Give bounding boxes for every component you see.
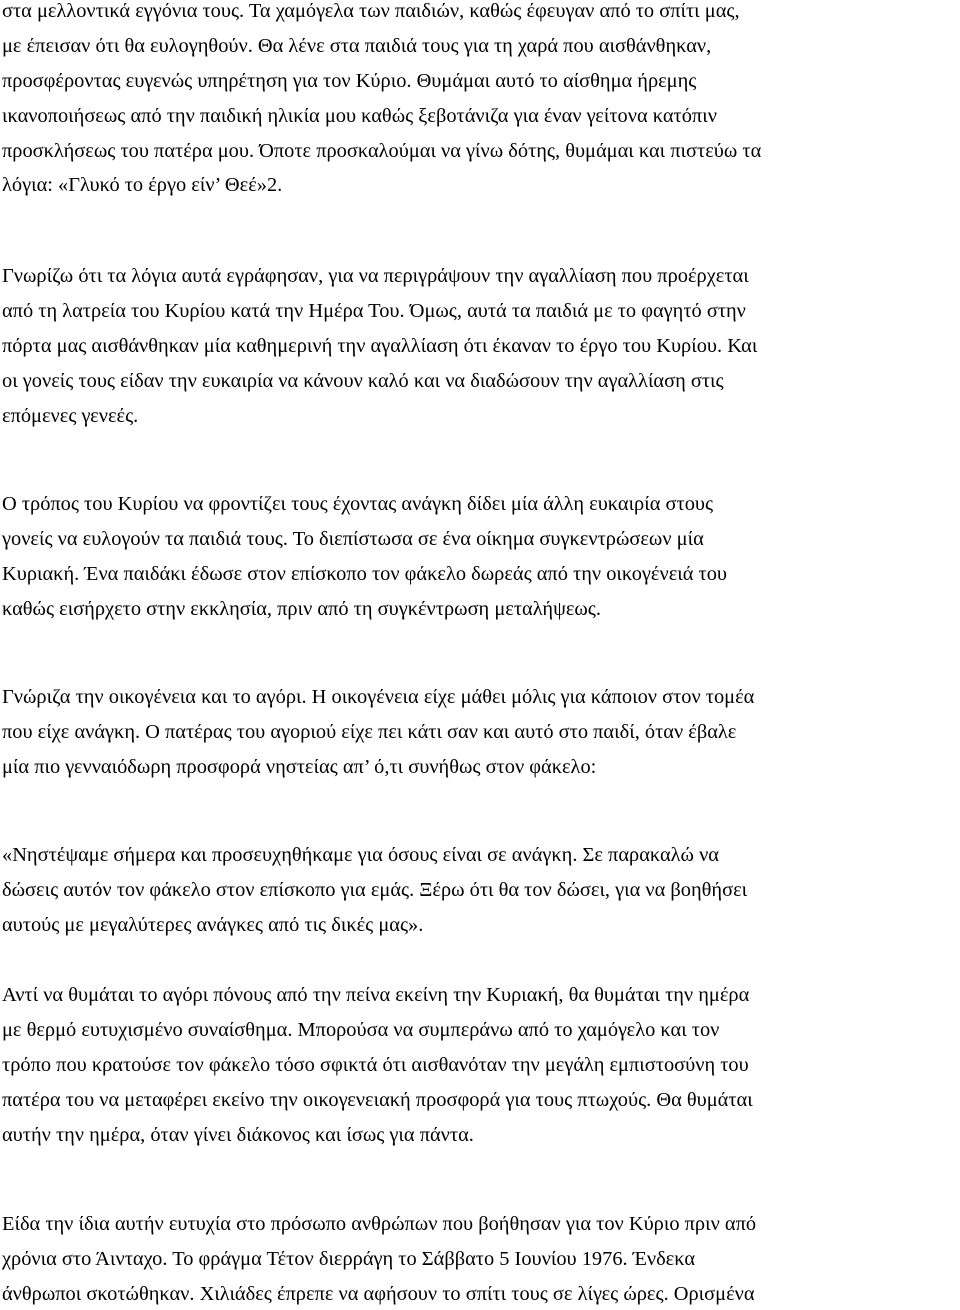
text-line: επόμενες γενεές. bbox=[2, 404, 139, 427]
text-line: οι γονείς τους είδαν την ευκαιρία να κάνουν καλό και να διαδώσουν την αγαλλίαση στις bbox=[2, 369, 724, 392]
paragraph-quote bbox=[2, 838, 958, 943]
text-line: «Νηστέψαμε σήμερα και προσευχηθήκαμε για όσους είναι σε ανάγκη. Σε παρακαλώ να bbox=[2, 844, 719, 866]
text-line: γονείς να ευλογούν τα παιδιά τους. Το διεπίστωσα σε ένα οίκημα συγκεντρώσεων μία bbox=[2, 527, 704, 550]
text-line: καθώς εισήρχετο στην εκκλησία, πριν από τη συγκέντρωση μεταλήψεως. bbox=[2, 597, 601, 620]
text-line: μία πιο γενναιόδωρη προσφορά νηστείας απ’ ό,τι συνήθως στον φάκελο: bbox=[2, 755, 597, 778]
paragraph bbox=[2, 0, 958, 203]
text-line: άνθρωποι σκοτώθηκαν. Χιλιάδες έπρεπε να αφήσουν το σπίτι τους σε λίγες ώρες. Ορισμένα bbox=[2, 1282, 755, 1305]
text-line: πόρτα μας αισθάνθηκαν μία καθημερινή την αγαλλίαση ότι έκαναν το έργο του Κυρίου. Και bbox=[2, 334, 758, 357]
text-line: λόγια: «Γλυκό το έργο είν’ Θεέ»2. bbox=[2, 174, 283, 197]
text-line: ικανοποιήσεως από την παιδική ηλικία μου καθώς ξεβοτάνιζα για έναν γείτονα κατόπιν bbox=[2, 104, 717, 127]
text-line: προσκλήσεως του πατέρα μου. Όποτε προσκαλούμαι να γίνω δότης, θυμάμαι και πιστεύω τα bbox=[2, 139, 762, 162]
text-line: αυτούς με μεγαλύτερες ανάγκες από τις δικές μας». bbox=[2, 913, 424, 936]
text-line: αυτήν την ημέρα, όταν γίνει διάκονος και ίσως για πάντα. bbox=[2, 1123, 474, 1146]
text-line: Είδα την ίδια αυτήν ευτυχία στο πρόσωπο ανθρώπων που βοήθησαν για τον Κύριο πριν από bbox=[2, 1213, 757, 1235]
text-line: με έπεισαν ότι θα ευλογηθούν. Θα λένε στα παιδιά τους για τη χαρά που αισθάνθηκαν, bbox=[2, 34, 712, 57]
text-line: Γνώριζα την οικογένεια και το αγόρι. Η οικογένεια είχε μάθει μόλις για κάποιον στον τομέα bbox=[2, 686, 755, 708]
text-line: Γνωρίζω ότι τα λόγια αυτά εγράφησαν, για να περιγράψουν την αγαλλίαση που προέρχεται bbox=[2, 265, 749, 287]
text-line: Ο τρόπος του Κυρίου να φροντίζει τους έχοντας ανάγκη δίδει μία άλλη ευκαιρία στους bbox=[2, 493, 714, 515]
text-line: τρόπο που κρατούσε τον φάκελο τόσο σφικτά ότι αισθανόταν την μεγάλη εμπιστοσύνη του bbox=[2, 1053, 749, 1076]
text-line: με θερμό ευτυχισμένο συναίσθημα. Μπορούσα να συμπεράνω από το χαμόγελο και τον bbox=[2, 1018, 720, 1041]
text-line: χρόνια στο Άινταχο. Το φράγμα Τέτον διερράγη το Σάββατο 5 Ιουνίου 1976. Ένδεκα bbox=[2, 1247, 696, 1270]
paragraph bbox=[2, 1207, 958, 1310]
text-line: δώσεις αυτόν τον φάκελο στον επίσκοπο για εμάς. Ξέρω ότι θα τον δώσει, για να βοηθήσει bbox=[2, 878, 748, 901]
paragraph bbox=[2, 487, 958, 627]
text-line: που είχε ανάγκη. Ο πατέρας του αγοριού είχε πει κάτι σαν και αυτό στο παιδί, όταν έβαλε bbox=[2, 720, 737, 743]
text-line: προσφέροντας ευγενώς υπηρέτηση για τον Κύριο. Θυμάμαι αυτό το αίσθημα ήρεμης bbox=[2, 69, 697, 92]
text-line: Κυριακή. Ένα παιδάκι έδωσε στον επίσκοπο τον φάκελο δωρεάς από την οικογένειά του bbox=[2, 562, 728, 585]
text-line: πατέρα του να μεταφέρει εκείνο την οικογενειακή προσφορά για τους πτωχούς. Θα θυμάται bbox=[2, 1088, 753, 1111]
paragraph bbox=[2, 680, 958, 785]
text-line: Αντί να θυμάται το αγόρι πόνους από την πείνα εκείνη την Κυριακή, θα θυμάται την ημέρα bbox=[2, 984, 750, 1006]
text-line: από τη λατρεία του Κυρίου κατά την Ημέρα Του. Όμως, αυτά τα παιδιά με το φαγητό στην bbox=[2, 299, 746, 322]
paragraph bbox=[2, 259, 958, 433]
text-line: στα μελλοντικά εγγόνια τους. Τα χαμόγελα των παιδιών, καθώς έφευγαν από το σπίτι μας, bbox=[2, 0, 740, 22]
paragraph bbox=[2, 978, 958, 1152]
